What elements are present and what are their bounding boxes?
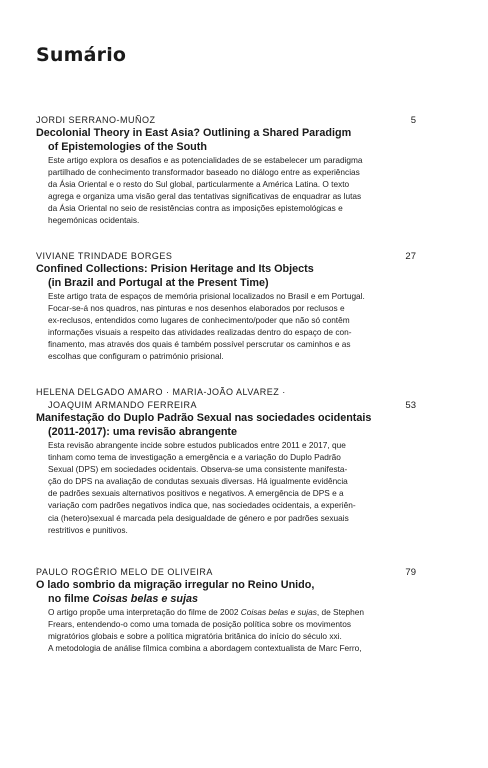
entry-abstract (36, 154, 416, 227)
abstract-line: finamento, mas através dos quais é também possível perscrutar os caminhos e as (48, 339, 351, 350)
entry-abstract (36, 606, 416, 654)
abstract-line: da Ásia Oriental no seio de resistências contra as imposições epistemológicas e (48, 203, 343, 214)
abstract-line: Esta revisão abrangente incide sobre estudos publicados entre 2011 e 2017, que (48, 440, 346, 450)
abstract-line: migratórios globais e sobre a política migratória britânica do início do século xxi. (48, 631, 342, 642)
abstract-line: partilhado de conhecimento transformador baseado no diálogo entre as experiências (48, 167, 360, 178)
entry-page-number: 27 (405, 251, 416, 262)
abstract-line: restritivos e punitivos. (48, 524, 128, 535)
abstract-line: cia (hetero)sexual é marcada pela desigualdade de género e por padrões sexuais (48, 512, 349, 523)
entry-title-line: Decolonial Theory in East Asia? Outlining a Shared Paradigm (36, 127, 352, 139)
abstract-line: escolhas que configuram o património prisional. (48, 351, 224, 362)
abstract-line: de padrões sexuais alternativos positivos e negativos. A emergência de DPS e a (48, 488, 344, 499)
page-title: Sumário (36, 44, 127, 66)
film-title-italic: Coisas belas e sujas (92, 592, 199, 605)
entry-title[interactable] (36, 263, 416, 290)
toc-entry[interactable] (36, 114, 416, 227)
abstract-line: agrega e organiza uma visão geral das tentativas significativas de enquadrar as lutas (48, 191, 362, 202)
entry-author: HELENA DELGADO AMARO · MARIA-JOÃO ALVAREZ · (36, 387, 286, 397)
entry-header (36, 386, 416, 399)
abstract-line: informações visuais a respeito das atividades realizadas dentro do espaço de con- (48, 327, 352, 338)
abstract-line: Este artigo trata de espaços de memória prisional localizados no Brasil e em Portugal. (48, 291, 365, 301)
abstract-line: Frears, entendendo-o como uma tomada de posição política sobre os movimentos (48, 619, 351, 630)
abstract-line: Sexual (DPS) em sociedades ocidentais. Observa-se uma consistente manifesta- (48, 464, 348, 475)
entry-header (36, 250, 416, 263)
entry-page-number: 53 (405, 400, 416, 411)
entry-author: JOAQUIM ARMANDO FERREIRA (48, 400, 198, 410)
entry-author: PAULO ROGÉRIO MELO DE OLIVEIRA (36, 567, 213, 577)
abstract-line: hegemónicas ocidentais. (48, 215, 140, 226)
abstract-line: Focar-se-á nos quadros, nas pinturas e nos desenhos elaborados por reclusos e (48, 303, 345, 314)
abstract-line (48, 606, 416, 618)
abstract-line: ex-reclusos, entendidos como lugares de conhecimento/poder que não só contêm (48, 315, 350, 326)
entry-title-line: O lado sombrio da migração irregular no Reino Unido, (36, 579, 315, 591)
entry-title-line (36, 593, 416, 607)
toc-entry[interactable] (36, 386, 416, 536)
abstract-line: variação com padrões negativos indica que, nas sociedades ocidentais, a experiên- (48, 500, 356, 511)
entry-abstract (36, 290, 416, 363)
abstract-line: tinham como tema de investigação a emergência e a variação do Duplo Padrão (48, 452, 341, 463)
entry-title-line: of Epistemologies of the South (48, 140, 207, 153)
toc-entry[interactable] (36, 250, 416, 363)
entry-title[interactable] (36, 127, 416, 154)
abstract-text: , de Stephen (316, 607, 364, 617)
entry-header (36, 566, 416, 579)
entry-title[interactable] (36, 412, 416, 439)
abstract-line: Este artigo explora os desafios e as potencialidades de se estabelecer um paradigma (48, 155, 363, 165)
entry-title-text: no filme (48, 592, 93, 605)
entry-title-line: Manifestação do Duplo Padrão Sexual nas sociedades ocidentais (36, 412, 372, 424)
entry-header (36, 399, 416, 412)
abstract-line: da Ásia Oriental e o resto do Sul global, particularmente a América Latina. O texto (48, 179, 350, 190)
entry-author: VIVIANE TRINDADE BORGES (36, 251, 173, 261)
film-title-italic: Coisas belas e sujas (240, 607, 317, 617)
entry-page-number: 5 (410, 115, 416, 126)
entry-abstract (36, 439, 416, 536)
toc-entry[interactable] (36, 566, 416, 654)
entry-author: JORDI SERRANO-MUÑOZ (36, 115, 156, 125)
entry-header (36, 114, 416, 127)
abstract-line: A metodologia de análise fílmica combina a abordagem contextualista de Marc Ferro, (48, 643, 362, 654)
entry-title-line: (2011-2017): uma revisão abrangente (48, 425, 238, 438)
entry-title[interactable] (36, 579, 416, 606)
entry-title-line: (in Brazil and Portugal at the Present Time) (48, 276, 269, 289)
abstract-text: O artigo propõe uma interpretação do filme de 2002 (48, 607, 241, 617)
entry-page-number: 79 (405, 567, 416, 578)
abstract-line: ção do DPS na avaliação de condutas sexuais diversas. Há igualmente evidência (48, 476, 348, 487)
entry-title-line: Confined Collections: Prision Heritage and Its Objects (36, 263, 314, 275)
